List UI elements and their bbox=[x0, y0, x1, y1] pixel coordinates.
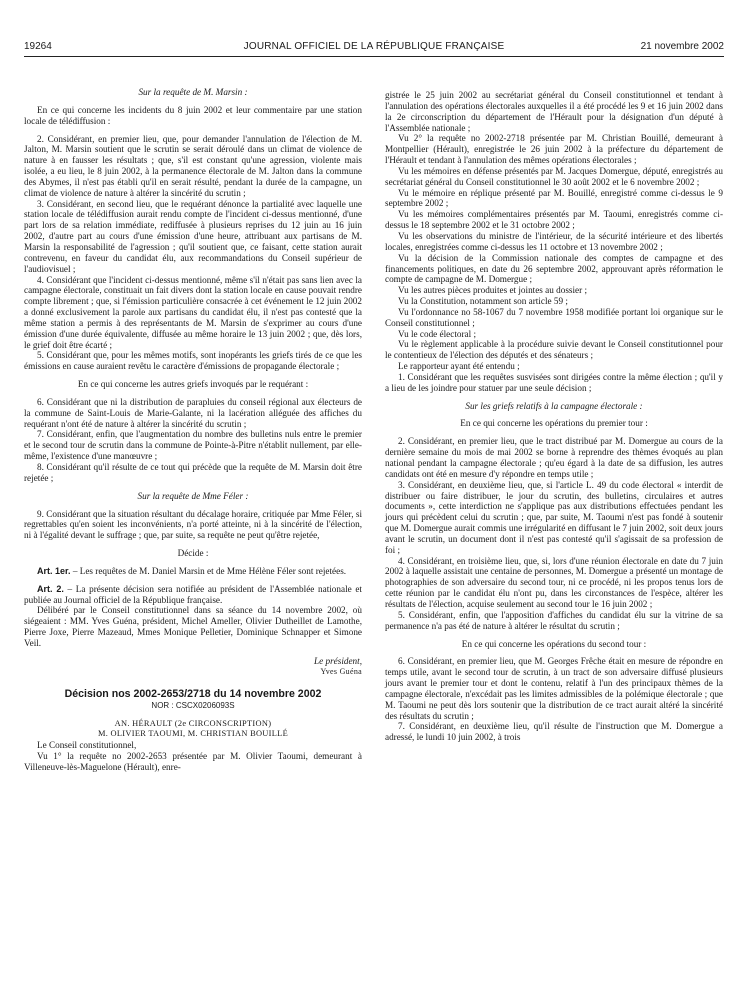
visa-12: Vu le règlement applicable à la procédure suivie devant le Conseil constitutionnel pour le contentieux de l'élection des députés et des sénateurs ; bbox=[385, 339, 723, 361]
considerant-6: 6. Considérant, en premier lieu, que M. Georges Frêche était en mesure de répondre en temps utile, avant le second tour de scrutin, à un tract de son adversaire diffusé plusieurs jours avant le premier tour et dont le contenu, relatif à l'un des principaux thèmes de la campagne électorale, n'excédait pas les limites admissibles de la polémique électorale ; que M. Taoumi ne peut dès lors soutenir que la distribution de ce tract aurait altéré la sincérité des résultats du scrutin ; bbox=[385, 656, 723, 721]
paragraph-5: 5. Considérant que, pour les mêmes motifs, sont inopérants les griefs tirés de ce que les émissions en cause auraient revêtu le caractère d'émissions de propagande électorale ; bbox=[24, 350, 362, 372]
visa-6: Vu les observations du ministre de l'intérieur, de la sécurité intérieure et des libertés locales, enregistrées comme ci-dessus les 11 octobre et 13 novembre 2002 ; bbox=[385, 230, 723, 252]
visa-9: Vu la Constitution, notamment son article 59 ; bbox=[398, 296, 568, 307]
paragraph-6: 6. Considérant que ni la distribution de parapluies du conseil régional aux électeurs de la commune de Saint-Louis de Marie-Galante, ni la lacération alléguée des affiches du requérant n'ont été de nature à altérer la sincérité du scrutin ; bbox=[24, 396, 362, 429]
section-heading-autres-griefs: En ce qui concerne les autres griefs invoqués par le requérant : bbox=[77, 379, 309, 390]
header-rule bbox=[24, 56, 724, 57]
visa-4: Vu le mémoire en réplique présenté par M. Bouillé, enregistré comme ci-dessus le 9 septembre 2002 ; bbox=[385, 187, 723, 209]
visa-10: Vu l'ordonnance no 58-1067 du 7 novembre 1958 modifiée portant loi organique sur le Conseil constitutionnel ; bbox=[385, 306, 723, 328]
section-heading-second-tour: En ce qui concerne les opérations du second tour : bbox=[461, 638, 647, 649]
signature-title: Le président, bbox=[314, 655, 362, 666]
visa-5: Vu les mémoires complémentaires présentés par M. Taoumi, enregistrés comme ci-dessus le 18 septembre 2002 et le 31 octobre 2002 ; bbox=[385, 209, 723, 231]
article-2-label: Art. 2. bbox=[37, 583, 64, 594]
section-heading-marsin: Sur la requête de M. Marsin : bbox=[138, 87, 248, 97]
paragraph-8: 8. Considérant qu'il résulte de ce tout qui précède que la requête de M. Marsin doit être rejetée ; bbox=[24, 462, 362, 483]
considerant-5: 5. Considérant, enfin, que l'apposition d'affiches du candidat élu sur la vitrine de sa permanence n'a pas été de nature à altérer le résultat du scrutin ; bbox=[385, 609, 723, 631]
signature-name: Yves Guéna bbox=[320, 666, 362, 676]
visa-2: Vu 2° la requête no 2002-2718 présentée par M. Christian Bouillé, demeurant à Montpellier (Hérault), enregistrée le 26 juin 2002 à la préfecture du département de l'Hérault et tendant à l'annulation des mêmes opérations électorales ; bbox=[385, 133, 723, 166]
considerant-1: 1. Considérant que les requêtes susvisées sont dirigées contre la même élection ; qu'il y a lieu de les joindre pour statuer par une seule décision ; bbox=[385, 371, 723, 393]
paragraph-4: 4. Considérant que l'incident ci-dessus mentionné, même s'il n'était pas sans lien avec la campagne électorale, constituait un fait divers dont la station locale en cause pouvait rendre compte librement ; que, si l'émission particulière consacrée à cet événement le 12 juin 2002 a donné exclusivement la parole aux partisans du candidat élu, il n'est pas contesté que la même station a permis à des représentants de M. Marsin de s'exprimer au cours d'une émission d'une durée équivalente, diffusée au même horaire le 13 juin 2002 ; que, dès lors, le grief doit être écarté ; bbox=[24, 274, 362, 350]
parties-line: M. OLIVIER TAOUMI, M. CHRISTIAN BOUILLÉ bbox=[98, 729, 288, 739]
paragraph-intro: En ce qui concerne les incidents du 8 juin 2002 et leur commentaire par une station locale de télédiffusion : bbox=[24, 104, 362, 126]
visa-8: Vu les autres pièces produites et jointes au dossier ; bbox=[398, 285, 588, 296]
considerant-3: 3. Considérant, en deuxième lieu, que, si l'article L. 49 du code électoral « interdit de distribuer ou faire distribuer, le jour du scrutin, des bulletins, circulaires et autres documents », cette interdiction ne s'applique pas aux distributions effectuées pendant les jours qui précèdent celui du scrutin ; que, par suite, M. Taoumi n'est pas fondé à soutenir que M. Domergue aurait commis une irrégularité en diffusant le 7 juin 2002, soit deux jours avant le scrutin, un document dont il n'est pas contesté qu'il s'agissait de sa profession de foi ; bbox=[385, 479, 723, 555]
constituency-line: AN. HÉRAULT (2e CIRCONSCRIPTION) bbox=[114, 718, 272, 728]
visa-1-continued: gistrée le 25 juin 2002 au secrétariat général du Conseil constitutionnel et tendant à l'annulation des opérations électorales auxquelles il a été procédé les 9 et 16 juin 2002 dans la 2e circonscription du département de l'Hérault pour la désignation d'un député à l'Assemblée nationale ; bbox=[385, 90, 723, 133]
conseil-line: Le Conseil constitutionnel, bbox=[37, 740, 137, 751]
journal-title: JOURNAL OFFICIEL DE LA RÉPUBLIQUE FRANÇAISE bbox=[243, 41, 505, 52]
paragraph-3: 3. Considérant, en second lieu, que le requérant dénonce la partialité avec laquelle une station locale de télédiffusion aurait rendu compte de l'incident ci-dessus mentionné, d'une part lors de sa relation immédiate, rediffusée à plusieurs reprises du 12 juin au 16 juin 2002, d'autre part au cours d'une émission d'une heure, attribuant aux partisans de M. Marsin la responsabilité de l'agression ; qu'il soutient que, ce faisant, cette station aurait contrevenu, en faveur du candidat élu, aux recommandations du Conseil supérieur de l'audiovisuel ; bbox=[24, 198, 362, 274]
article-1 bbox=[24, 566, 362, 577]
paragraph-2: 2. Considérant, en premier lieu, que, pour demander l'annulation de l'élection de M. Jalton, M. Marsin soutient que le scrutin se serait déroulé dans un climat de violence de nature à en fausser les résultats ; que, s'il est constant qu'une agression, violente mais isolée, a eu lieu, le 8 juin 2002, à la permanence électorale de M. Jalton dans la commune des Abymes, il n'est pas établi qu'il en serait résulté, pendant la durée de la campagne, un climat de violence de nature à altérer la sincérité du scrutin ; bbox=[24, 133, 362, 198]
rapporteur-line: Le rapporteur ayant été entendu ; bbox=[398, 361, 520, 372]
decide-heading: Décide : bbox=[177, 548, 209, 559]
paragraph-9: 9. Considérant que la situation résultant du décalage horaire, critiquée par Mme Féler, si regrettables qu'en soient les inconvénients, n'a porté atteinte, ni à la sincérité de l'élection, ni à l'égalité devant le suffrage ; que, par suite, sa requête ne peut qu'être rejetée, bbox=[24, 508, 362, 541]
deliberation-paragraph: Délibéré par le Conseil constitutionnel dans sa séance du 14 novembre 2002, où siégeaient : MM. Yves Guéna, président, Michel Ameller, Olivier Dutheillet de Lamothe, Pierre Joxe, Pierre Mazeaud, Mmes Monique Pelletier, Dominique Schnapper et Simone Veil. bbox=[24, 605, 362, 648]
page-number: 19264 bbox=[24, 41, 52, 52]
article-1-text: – Les requêtes de M. Daniel Marsin et de Mme Hélène Féler sont rejetées. bbox=[70, 565, 347, 576]
considerant-7: 7. Considérant, en deuxième lieu, qu'il résulte de l'instruction que M. Domergue a adressé, le lundi 10 juin 2002, à trois bbox=[385, 721, 723, 743]
visa-11: Vu le code électoral ; bbox=[398, 328, 477, 339]
decision-title: Décision nos 2002-2653/2718 du 14 novembre 2002 bbox=[64, 687, 322, 700]
section-heading-griefs: Sur les griefs relatifs à la campagne électorale : bbox=[465, 400, 643, 411]
section-heading-premier-tour: En ce qui concerne les opérations du premier tour : bbox=[460, 418, 648, 429]
visa-7: Vu la décision de la Commission nationale des comptes de campagne et des financements politiques, en date du 26 septembre 2002, approuvant après réformation le compte de campagne de M. Domergue ; bbox=[385, 252, 723, 285]
nor-reference: NOR : CSCX0206093S bbox=[151, 700, 235, 710]
considerant-2: 2. Considérant, en premier lieu, que le tract distribué par M. Domergue au cours de la dernière semaine du mois de mai 2002 se borne à reprendre des thèmes évoqués au plan national pendant la campagne électorale ; qu'eu égard à la date de sa diffusion, les autres candidats ont été en mesure d'y répondre en temps utile ; bbox=[385, 436, 723, 479]
paragraph-7: 7. Considérant, enfin, que l'augmentation du nombre des bulletins nuls entre le premier et le second tour de scrutin dans la commune de Pointe-à-Pitre n'établit nullement, par elle-même, l'existence d'une manœuvre ; bbox=[24, 429, 362, 462]
right-column bbox=[385, 90, 723, 743]
visa-1: Vu 1° la requête no 2002-2653 présentée par M. Olivier Taoumi, demeurant à Villeneuve-lès-Maguelone (Hérault), enre- bbox=[24, 751, 362, 772]
article-1-label: Art. 1er. bbox=[37, 565, 71, 576]
page-header bbox=[24, 40, 724, 54]
considerant-4: 4. Considérant, en troisième lieu, que, si, lors d'une réunion électorale en date du 7 juin 2002 à laquelle assistait une centaine de personnes, M. Domergue a présenté un montage de photographies de son adversaire du second tour, ni ce procédé, ni les propos tenus lors de cette réunion par le candidat élu n'ont pu, dans les circonstances de l'espèce, altérer les résultats de l'élection, acquise seulement au second tour le 16 juin 2002 ; bbox=[385, 555, 723, 609]
left-column bbox=[24, 87, 362, 773]
article-2 bbox=[24, 584, 362, 606]
visa-3: Vu les mémoires en défense présentés par M. Jacques Domergue, député, enregistrés au secrétariat général du Conseil constitutionnel le 30 août 2002 et le 6 novembre 2002 ; bbox=[385, 165, 723, 187]
issue-date: 21 novembre 2002 bbox=[640, 41, 724, 52]
section-heading-feler: Sur la requête de Mme Féler : bbox=[137, 490, 249, 501]
article-2-text: – La présente décision sera notifiée au président de l'Assemblée nationale et publiée au Journal officiel de la République française. bbox=[24, 583, 362, 605]
